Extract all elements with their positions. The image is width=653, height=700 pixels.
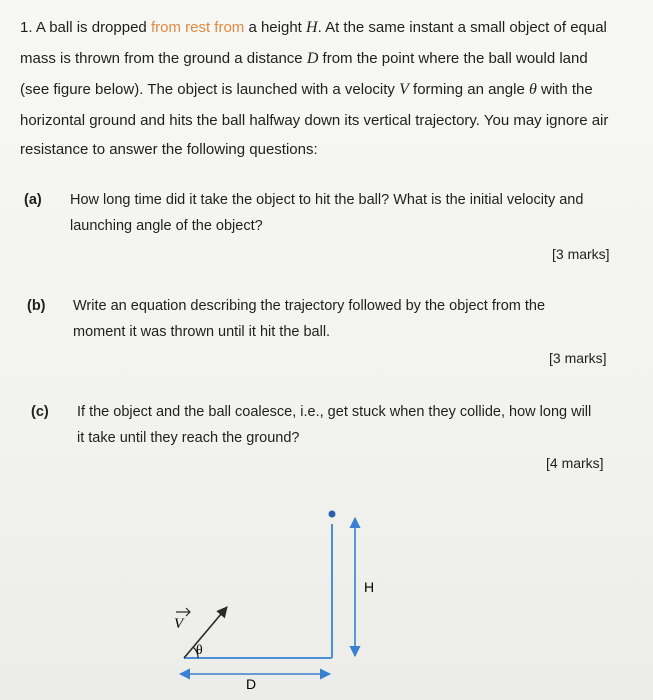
part-a-label: (a) (24, 192, 42, 208)
part-c-text: If the object and the ball coalesce, i.e., get stuck when they collide, how long will it take until they reach the ground? (77, 404, 592, 447)
velocity-vector (184, 607, 227, 658)
label-theta: θ (196, 643, 203, 658)
part-c-label: (c) (31, 404, 49, 420)
vector-arrow-icon (176, 608, 190, 616)
part-c-marks: [4 marks] (546, 455, 604, 471)
part-a-text: How long time did it take the object to hit the ball? What is the initial velocity and launching angle of the object? (70, 192, 584, 235)
question-intro: 1. A ball is dropped from rest from a height H. At the same instant a small object of equal mass is thrown from the ground a distance D from the point where the ball would land (see figure below). The object is launched with a velocity V forming an angle θ with the horizontal ground and hits the ball halfway down its vertical trajectory. You may ignore air resistance to answer the following questions: (20, 19, 609, 158)
part-b-label: (b) (27, 298, 46, 314)
label-V: V (174, 616, 184, 632)
label-H: H (364, 579, 375, 595)
part-b-marks: [3 marks] (549, 350, 607, 366)
ball (329, 511, 336, 518)
question-number: 1. (20, 19, 33, 36)
part-a-marks: [3 marks] (552, 246, 610, 262)
part-b-text: Write an equation describing the trajectory followed by the object from the moment it was thrown until it hit the ball. (73, 298, 546, 341)
label-D: D (246, 676, 257, 692)
highlighted-phrase: from rest from (150, 19, 245, 36)
